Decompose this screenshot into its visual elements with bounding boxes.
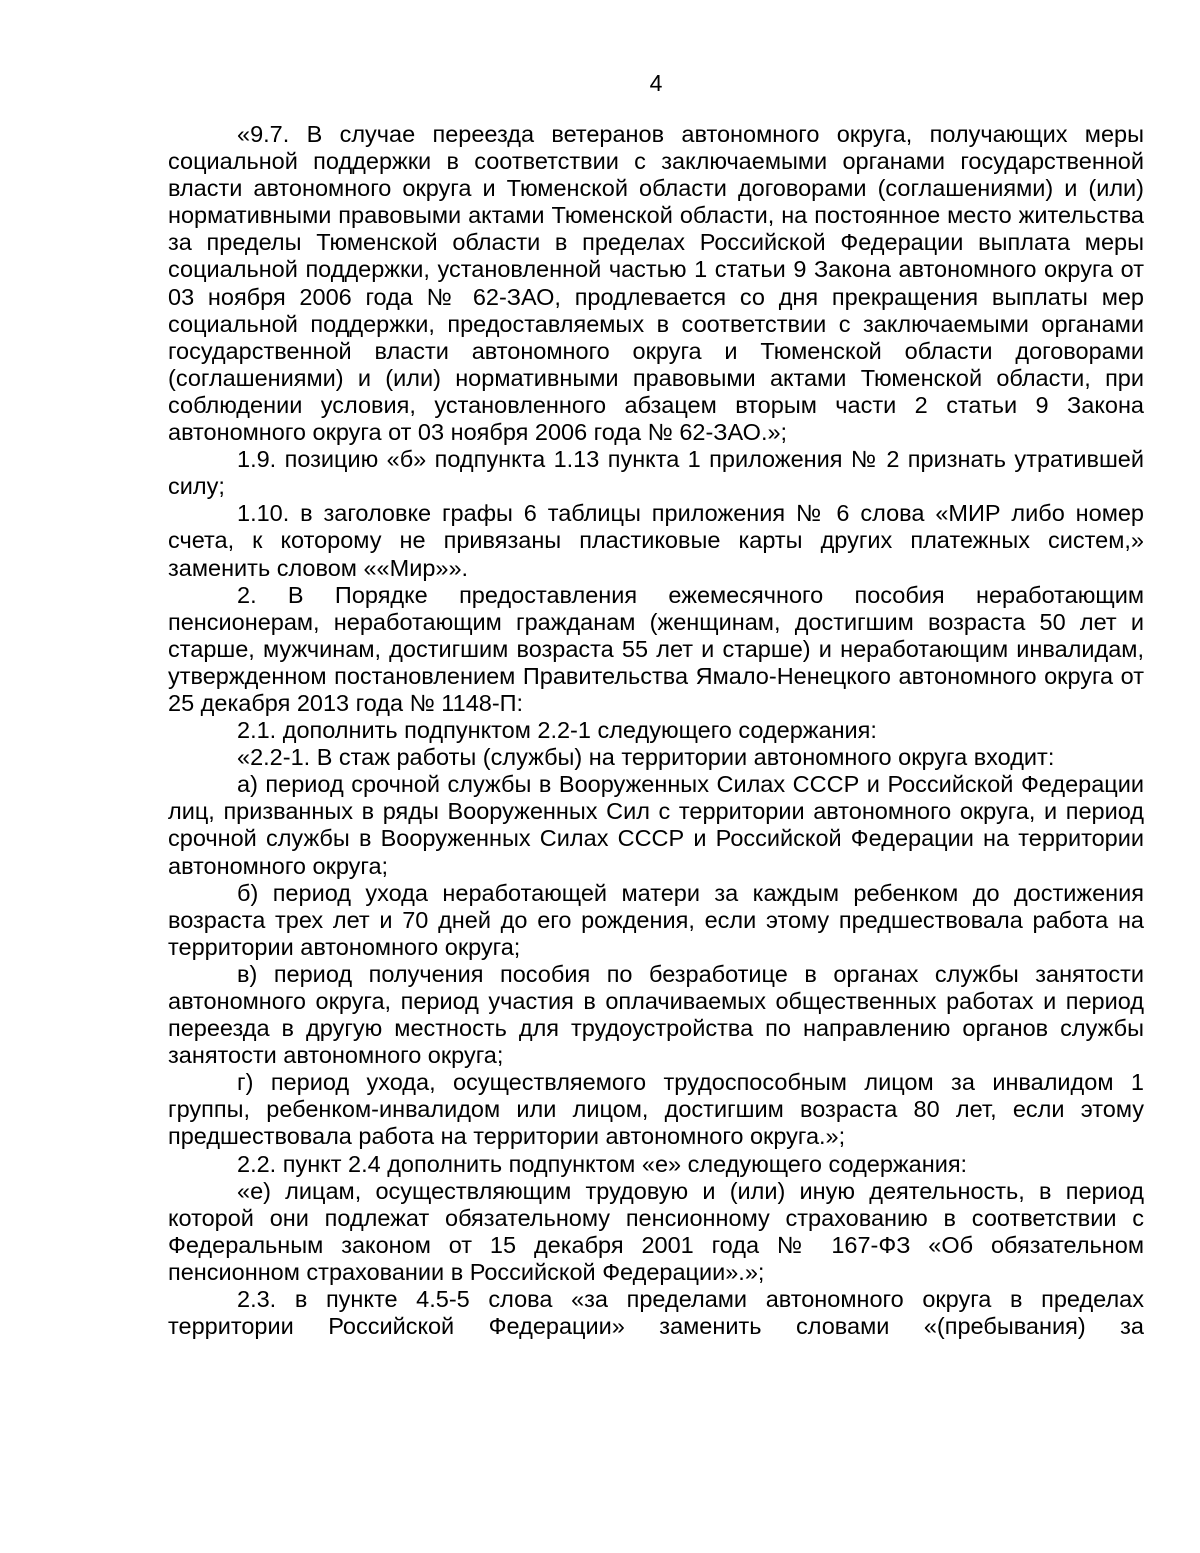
paragraph-2-2: 2.2. пункт 2.4 дополнить подпунктом «е» следующего содержания: [237,1150,968,1177]
paragraph-2: 2. В Порядке предоставления ежемесячного пособия неработающим пенсионерам, неработающим гражданам (женщинам, достигшим возраста 50 лет и старше, мужчинам, достигшим возраста 55 лет и старше) и неработающим инвалидам, утвержденном постановлением Правительства Ямало-Ненецкого автономного округа от 25 декабря 2013 года № 1148-П: [168,581,1144,716]
paragraph-1-10: 1.10. в заголовке графы 6 таблицы приложения № 6 слова «МИР либо номер счета, к которому не привязаны пластиковые карты других платежных систем,» заменить словом ««Мир»». [168,500,1144,581]
paragraph-item-e: «е) лицам, осуществляющим трудовую и (или) иную деятельность, в период которой они подлежат обязательному пенсионному страхованию в соответствии с Федеральным законом от 15 декабря 2001 года № 167-ФЗ «Об обязательном пенсионном страховании в Российской Федерации».»; [168,1177,1144,1285]
paragraph-item-v: в) период получения пособия по безработице в органах службы занятости автономного округа, период участия в оплачиваемых общественных работах и период переезда в другую местность для трудоустройства по направлению органов службы занятости автономного округа; [168,960,1144,1069]
paragraph-2-2-1: «2.2-1. В стаж работы (службы) на территории автономного округа входит: [237,744,1055,771]
paragraph-item-b: б) период ухода неработающей матери за каждым ребенком до достижения возраста трех лет и 70 дней до его рождения, если этому предшествовала работа на территории автономного округа; [168,879,1144,960]
paragraph-2-3: 2.3. в пункте 4.5-5 слова «за пределами автономного округа в пределах территории Российской Федерации» заменить словами «(пребывания) за [168,1286,1144,1340]
paragraph-2-1: 2.1. дополнить подпунктом 2.2-1 следующего содержания: [237,717,877,744]
paragraph-item-a: а) период срочной службы в Вооруженных Силах СССР и Российской Федерации лиц, призванных в ряды Вооруженных Сил с территории автономного округа, и период срочной службы в Вооруженных Силах СССР и Российской Федерации на территории автономного округа; [168,771,1144,879]
document-body [168,121,1144,1340]
paragraph-item-g: г) период ухода, осуществляемого трудоспособным лицом за инвалидом 1 группы, ребенком-инвалидом или лицом, достигшим возраста 80 лет, если этому предшествовала работа на территории автономного округа.»; [168,1069,1144,1150]
page-number: 4 [649,70,663,96]
paragraph-1-9: 1.9. позицию «б» подпункта 1.13 пункта 1 приложения № 2 признать утратившей силу; [168,446,1144,500]
paragraph-9-7: «9.7. В случае переезда ветеранов автономного округа, получающих меры социальной поддержки в соответствии с заключаемыми органами государственной власти автономного округа и Тюменской области договорами (соглашениями) и (или) нормативными правовыми актами Тюменской области, на постоянное место жительства за пределы Тюменской области в пределах Российской Федерации выплата меры социальной поддержки, установленной частью 1 статьи 9 Закона автономного округа от 03 ноября 2006 года № 62-ЗАО, продлевается со дня прекращения выплаты мер социальной поддержки, предоставляемых в соответствии с заключаемыми органами государственной власти автономного округа и Тюменской области договорами (соглашениями) и (или) нормативными правовыми актами Тюменской области, при соблюдении условия, установленного абзацем вторым части 2 статьи 9 Закона автономного округа от 03 ноября 2006 года № 62-ЗАО.»; [168,121,1144,446]
